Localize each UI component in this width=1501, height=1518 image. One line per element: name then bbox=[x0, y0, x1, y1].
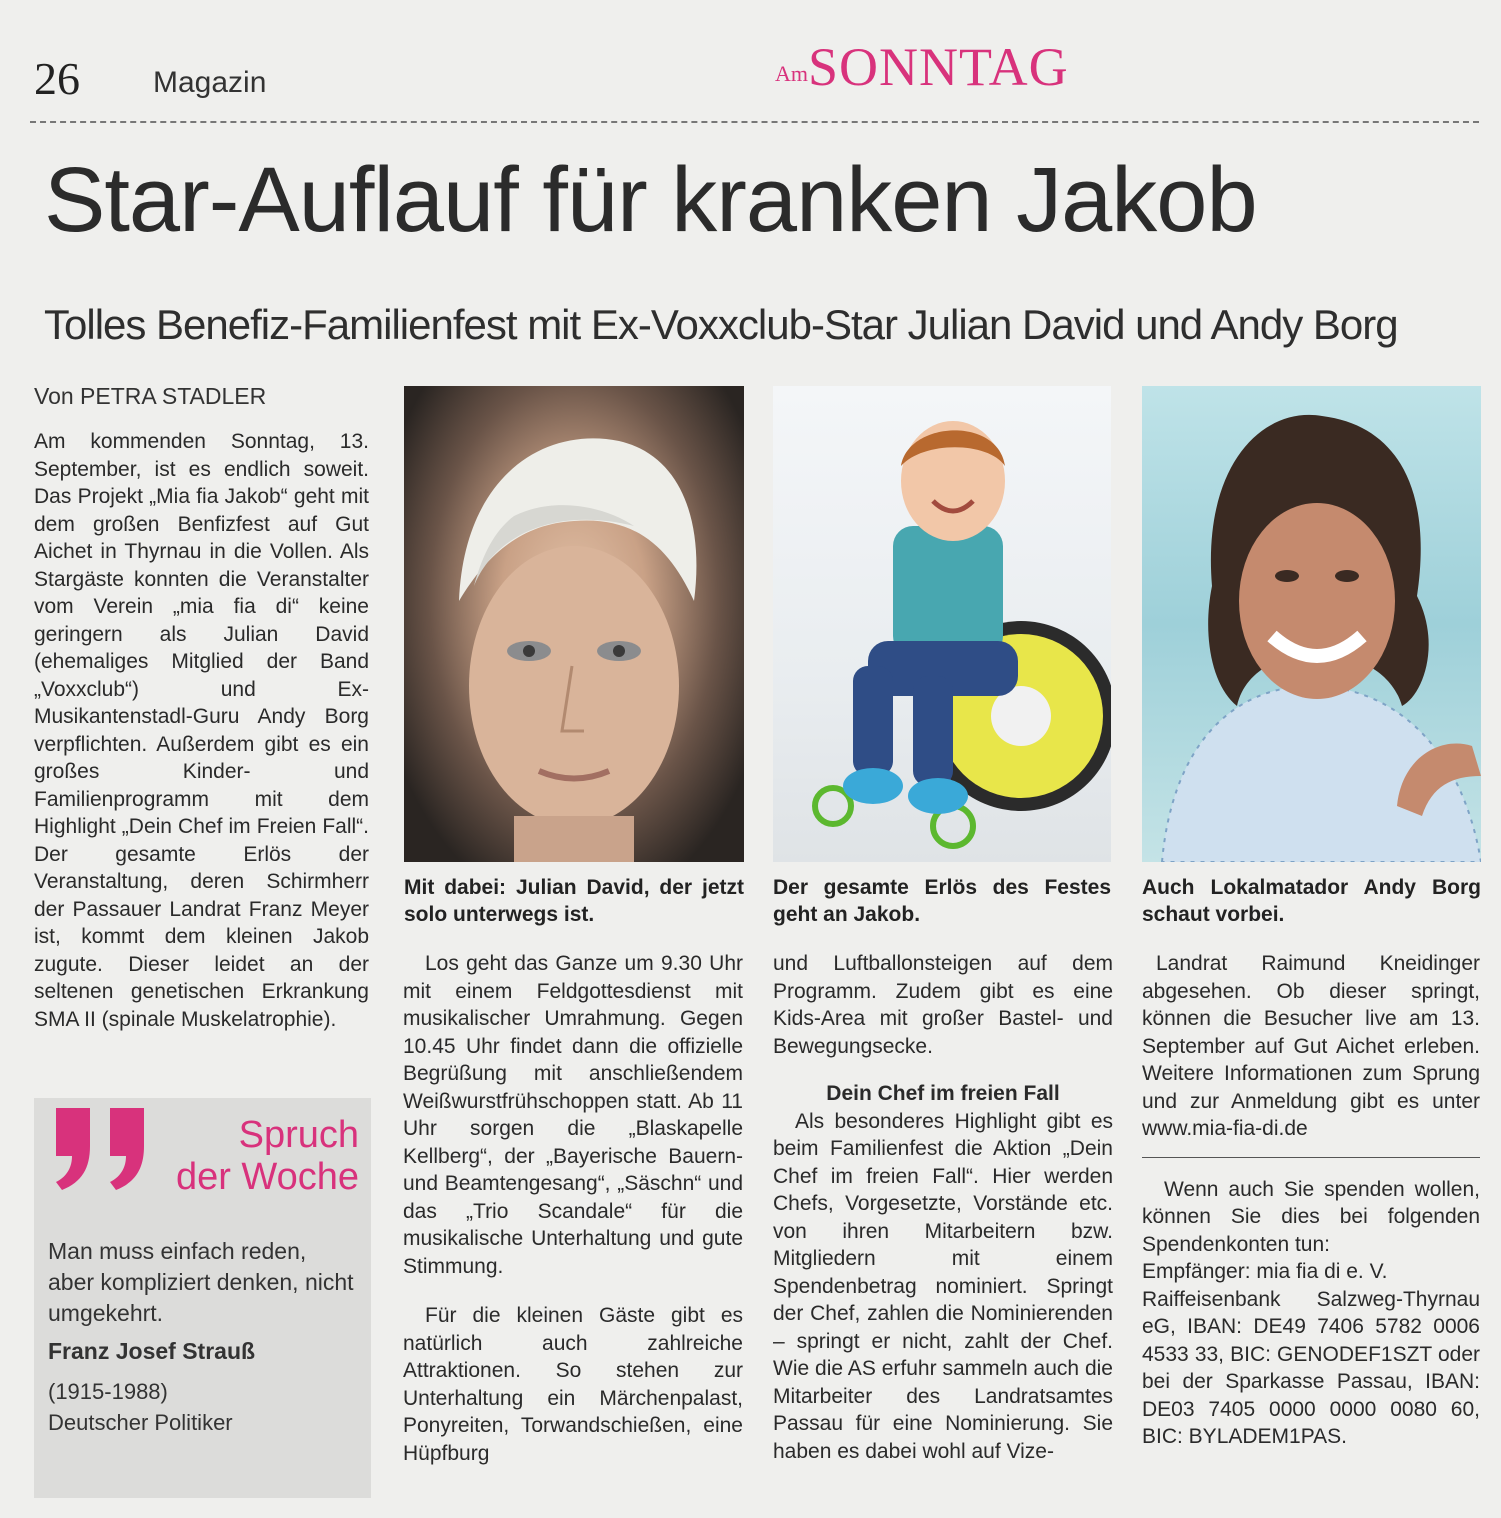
wheelchair-illustration bbox=[773, 386, 1111, 862]
photo-andy-borg bbox=[1142, 386, 1481, 862]
quote-title-line-1: Spruch bbox=[238, 1114, 359, 1156]
paragraph: und Luftballonsteigen auf dem Programm. Zudem gibt es eine Kids-Area mit großer Bastel- und Bewegungsecke. bbox=[773, 952, 1113, 1058]
article-column-4 bbox=[1142, 950, 1480, 1451]
article-column-1 bbox=[34, 428, 369, 1033]
page-number: 26 bbox=[34, 53, 80, 104]
divider bbox=[1142, 1157, 1480, 1158]
photo-caption-jakob: Der gesamte Erlös des Festes geht an Jakob. bbox=[773, 876, 1111, 926]
photo-julian-david bbox=[404, 386, 744, 862]
portrait-illustration bbox=[1142, 386, 1481, 862]
paragraph: Empfänger: mia fia di e. V. bbox=[1142, 1260, 1388, 1283]
paragraph: Raiffeisenbank Salzweg-Thyrnau eG, IBAN: DE49 7406 5782 0006 4533 33, BIC: GENODEF1SZT oder bei der Sparkasse Passau, IBAN: DE03 7405 0000 0000 0080 60, BIC: BYLADEM1PAS. bbox=[1142, 1287, 1480, 1448]
quote-author: Franz Josef Strauß bbox=[48, 1338, 256, 1364]
photo-jakob bbox=[773, 386, 1111, 862]
article-column-3 bbox=[773, 950, 1113, 1465]
article-column-2 bbox=[403, 950, 743, 1467]
paragraph: Für die kleinen Gäste gibt es natürlich auch zahlreiche Attraktionen. So stehen zur Unterhaltung ein Märchenpalast, Ponyreiten, Torwandschießen, eine Hüpfburg bbox=[403, 1304, 743, 1465]
quote-marks-icon bbox=[46, 1098, 166, 1198]
quote-text: Man muss einfach reden, aber kompliziert denken, nicht umgekehrt. bbox=[48, 1238, 354, 1326]
quote-author-years: (1915-1988) bbox=[48, 1379, 168, 1404]
portrait-illustration bbox=[404, 386, 744, 862]
section-subtitle: Dein Chef im freien Fall bbox=[826, 1082, 1060, 1105]
paragraph: Los geht das Ganze um 9.30 Uhr mit einem Feldgottesdienst mit musikalischer Umrahmung. Gegen 10.45 Uhr findet dann die offizielle Begrüßung mit anschließendem Weißwurstfrühschoppen statt. Ab 11 Uhr sorgen die „Blaskapelle Kellberg“, der „Bayerische Bauern- und Beamtengesang“, „Säschn“ und das „Trio Scandale“ für die musikalische Unterhaltung und gute Stimmung. bbox=[403, 952, 743, 1278]
quote-title-line-2: der Woche bbox=[175, 1156, 359, 1198]
paragraph: Als besonderes Highlight gibt es beim Familienfest die Aktion „Dein Chef im freien Fall“. Hier werden Chefs, Vorgesetzte, Vorstände etc. von ihren Mitarbeitern bzw. Mitgliedern mit einem Spendenbetrag nominiert. Springt der Chef, zahlen die Nominierenden – springt er nicht, zahlt der Chef. Wie die AS erfuhr sammeln auch die Mitarbeiter des Landratsamtes Passau für eine Nominierung. Sie haben es dabei wohl auf Vize- bbox=[773, 1109, 1113, 1463]
quote-author-role: Deutscher Politiker bbox=[48, 1410, 233, 1435]
paragraph: Wenn auch Sie spenden wollen, können Sie dies bei folgenden Spendenkonten tun: bbox=[1142, 1177, 1480, 1256]
byline: Von PETRA STADLER bbox=[34, 383, 267, 409]
headline: Star-Auflauf für kranken Jakob bbox=[44, 149, 1257, 251]
header-rule bbox=[30, 121, 1479, 123]
photo-caption-andy: Auch Lokalmatador Andy Borg schaut vorbei. bbox=[1142, 876, 1481, 926]
paragraph: Am kommenden Sonntag, 13. September, ist es endlich soweit. Das Projekt „Mia fia Jakob“ geht mit dem großen Benfizfest auf Gut Aichet in Thyrnau in die Vollen. Als Stargäste konnten die Veranstalter vom Verein „mia fia di“ keine geringern als Julian David (ehemaliges Mitglied der Band „Voxxclub“) und Ex-Musikantenstadl-Guru Andy Borg verpflichten. Außerdem gibt es ein großes Kinder- und Familienprogramm mit dem Highlight „Dein Chef im Freien Fall“. Der gesamte Erlös der Veranstaltung, deren Schirmherr der Passauer Landrat Franz Meyer ist, kommt dem kleinen Jakob zugute. Dieser leidet an der seltenen genetischen Erkrankung SMA II (spinale Muskelatrophie). bbox=[34, 430, 369, 1031]
quote-author-details bbox=[48, 1376, 233, 1438]
paragraph: Landrat Raimund Kneidinger abgesehen. Ob dieser springt, können die Besucher live am 13. September auf Gut Aichet erleben. Weitere Informationen zum Sprung und zur Anmeldung gibt es unter www.mia-fia-di.de bbox=[1142, 952, 1480, 1140]
section-label: Magazin bbox=[153, 66, 267, 99]
masthead-title: SONNTAG bbox=[808, 37, 1069, 97]
quote-box bbox=[34, 1098, 371, 1498]
masthead-prefix: Am bbox=[775, 61, 808, 86]
quote-title bbox=[176, 1114, 359, 1198]
subheadline: Tolles Benefiz-Familienfest mit Ex-Voxxclub-Star Julian David und Andy Borg bbox=[44, 301, 1398, 348]
photo-caption-julian: Mit dabei: Julian David, der jetzt solo unterwegs ist. bbox=[404, 876, 744, 926]
masthead-logo bbox=[775, 36, 1069, 98]
